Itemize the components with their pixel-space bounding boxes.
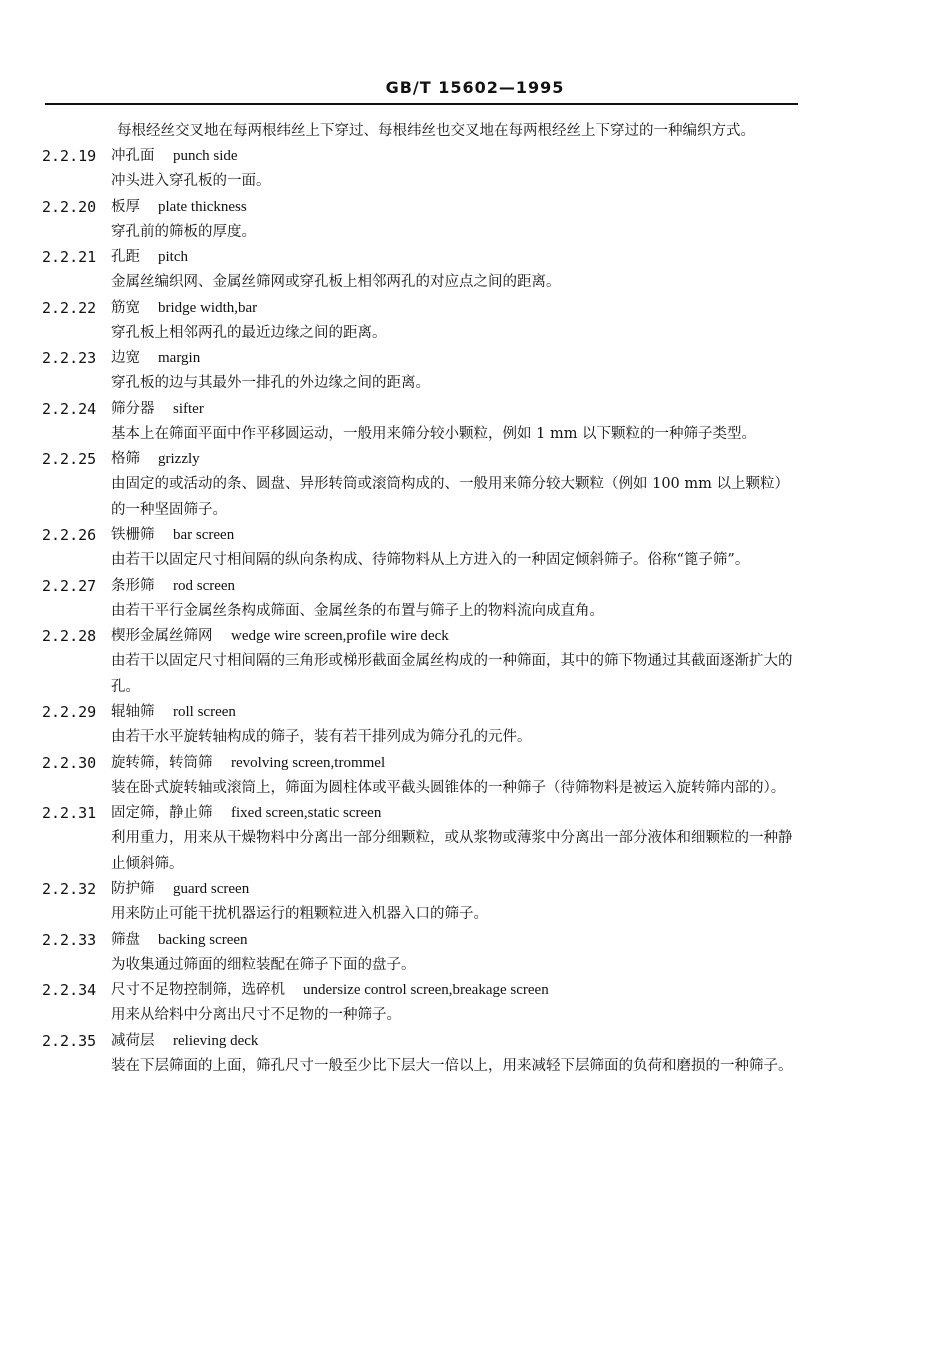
- term-entry: [0, 574, 950, 625]
- term-entry: [0, 144, 950, 195]
- term-number: 2.2.33: [42, 930, 97, 949]
- term-english: bridge width,bar: [158, 299, 258, 316]
- term-chinese: 冲孔面: [111, 148, 155, 164]
- term-english: sifter: [173, 400, 204, 417]
- term-heading: [0, 801, 950, 826]
- term-heading: [0, 195, 950, 220]
- term-number: 2.2.22: [42, 298, 97, 317]
- term-chinese: 减荷层: [111, 1032, 155, 1049]
- term-definition: 装在下层筛面的上面，筛孔尺寸一般至少比下层大一倍以上，用来减轻下层筛面的负荷和磨损的一种筛子。: [111, 1057, 793, 1074]
- term-number: 2.2.21: [42, 248, 97, 266]
- term-heading: [0, 144, 950, 169]
- term-entry: [0, 296, 950, 347]
- term-chinese: 筛盘: [111, 931, 140, 948]
- term-number: 2.2.24: [42, 399, 97, 418]
- term-chinese: 格筛: [111, 451, 140, 467]
- term-list: [0, 144, 950, 1079]
- term-chinese: 铁栅筛: [111, 527, 155, 543]
- term-entry: [0, 447, 950, 523]
- term-english: wedge wire screen,profile wire deck: [231, 628, 449, 644]
- term-entry: [0, 195, 950, 246]
- term-heading: [0, 1029, 950, 1054]
- term-entry: [0, 700, 950, 751]
- term-number: 2.2.26: [42, 526, 97, 544]
- term-definition: 为收集通过筛面的细粒装配在筛子下面的盘子。: [111, 956, 416, 973]
- term-english: guard screen: [173, 881, 250, 897]
- term-chinese: 辊轴筛: [111, 704, 155, 720]
- term-number: 2.2.19: [42, 147, 97, 165]
- intro-paragraph: 每根经丝交叉地在每两根纬丝上下穿过、每根纬丝也交叉地在每两根经丝上下穿过的一种编织方式。: [117, 123, 755, 139]
- term-entry: [0, 978, 950, 1029]
- term-chinese: 条形筛: [111, 577, 155, 594]
- term-entry: [0, 877, 950, 928]
- term-entry: [0, 245, 950, 296]
- term-number: 2.2.25: [42, 450, 97, 468]
- term-heading: [0, 296, 950, 321]
- term-chinese: 孔距: [111, 249, 140, 265]
- term-entry: [0, 397, 950, 448]
- term-english: plate thickness: [158, 198, 247, 215]
- term-definition: 冲头进入穿孔板的一面。: [111, 173, 271, 189]
- term-entry: [0, 346, 950, 397]
- term-number: 2.2.34: [42, 981, 97, 999]
- term-definition: 基本上在筛面平面中作平移圆运动，一般用来筛分较小颗粒，例如 1 mm 以下颗粒的一种筛子类型。: [111, 425, 757, 442]
- term-heading: [0, 574, 950, 599]
- term-chinese: 固定筛，静止筛: [111, 805, 213, 821]
- term-heading: [0, 877, 950, 902]
- term-english: margin: [158, 350, 201, 366]
- term-english: backing screen: [158, 931, 248, 948]
- term-english: rod screen: [173, 577, 236, 594]
- term-chinese: 尺寸不足物控制筛，选碎机: [111, 982, 285, 998]
- term-english: grizzly: [158, 451, 200, 467]
- term-definition: 装在卧式旋转轴或滚筒上，筛面为圆柱体或平截头圆锥体的一种筛子（待筛物料是被运入旋转筛内部的）。: [111, 779, 786, 796]
- term-number: 2.2.32: [42, 880, 97, 898]
- term-entry: [0, 624, 950, 700]
- term-definition: 金属丝编织网、金属丝筛网或穿孔板上相邻两孔的对应点之间的距离。: [111, 274, 561, 290]
- term-definition: 穿孔板上相邻两孔的最近边缘之间的距离。: [111, 324, 387, 341]
- term-number: 2.2.20: [42, 197, 97, 216]
- term-heading: [0, 523, 950, 548]
- term-entry: [0, 523, 950, 574]
- term-number: 2.2.30: [42, 753, 97, 772]
- term-number: 2.2.35: [42, 1031, 97, 1050]
- term-entry: [0, 751, 950, 802]
- term-english: fixed screen,static screen: [231, 805, 382, 821]
- term-chinese: 板厚: [111, 198, 140, 215]
- term-heading: [0, 751, 950, 776]
- term-english: pitch: [158, 249, 188, 265]
- term-definition: 用来防止可能干扰机器运行的粗颗粒进入机器入口的筛子。: [111, 906, 488, 922]
- term-english: undersize control screen,breakage screen: [303, 982, 549, 998]
- term-definition: 穿孔前的筛板的厚度。: [111, 223, 256, 240]
- term-english: punch side: [173, 148, 238, 164]
- term-definition: 穿孔板的边与其最外一排孔的外边缘之间的距离。: [111, 375, 430, 391]
- term-chinese: 楔形金属丝筛网: [111, 628, 213, 644]
- term-heading: [0, 447, 950, 472]
- term-heading: [0, 346, 950, 371]
- term-heading: [0, 245, 950, 270]
- document-body: [0, 118, 950, 1079]
- term-definition: 由固定的或活动的条、圆盘、异形转筒或滚筒构成的、一般用来筛分较大颗粒（例如 100 mm 以上颗粒）的一种坚固筛子。: [111, 476, 789, 518]
- term-definition: 由若干以固定尺寸相间隔的纵向条构成、待筛物料从上方进入的一种固定倾斜筛子。俗称“篦子筛”。: [111, 552, 750, 568]
- term-definition: 由若干以固定尺寸相间隔的三角形或梯形截面金属丝构成的一种筛面，其中的筛下物通过其截面逐渐扩大的孔。: [111, 653, 793, 695]
- term-english: bar screen: [173, 527, 235, 543]
- term-entry: [0, 801, 950, 877]
- term-heading: [0, 700, 950, 725]
- term-number: 2.2.27: [42, 576, 97, 595]
- header-rule: [45, 103, 798, 105]
- term-entry: [0, 928, 950, 979]
- term-heading: [0, 978, 950, 1003]
- term-chinese: 旋转筛，转筒筛: [111, 754, 213, 771]
- term-chinese: 边宽: [111, 350, 140, 366]
- term-english: revolving screen,trommel: [231, 754, 386, 771]
- term-definition: 利用重力，用来从干燥物料中分离出一部分细颗粒，或从浆物或薄浆中分离出一部分液体和细颗粒的一种静止倾斜筛。: [111, 830, 793, 872]
- term-definition: 用来从给料中分离出尺寸不足物的一种筛子。: [111, 1007, 401, 1023]
- term-chinese: 筋宽: [111, 299, 140, 316]
- term-definition: 由若干水平旋转轴构成的筛子，装有若干排列成为筛分孔的元件。: [111, 729, 532, 745]
- term-chinese: 防护筛: [111, 881, 155, 897]
- term-english: relieving deck: [173, 1032, 259, 1049]
- term-heading: [0, 928, 950, 953]
- term-number: 2.2.29: [42, 703, 97, 721]
- term-entry: [0, 1029, 950, 1080]
- term-number: 2.2.23: [42, 349, 97, 367]
- term-english: roll screen: [173, 704, 236, 720]
- term-number: 2.2.28: [42, 627, 97, 645]
- term-heading: [0, 624, 950, 649]
- term-number: 2.2.31: [42, 804, 97, 822]
- term-definition: 由若干平行金属丝条构成筛面、金属丝条的布置与筛子上的物料流向成直角。: [111, 602, 604, 619]
- term-chinese: 筛分器: [111, 400, 155, 417]
- term-heading: [0, 397, 950, 422]
- page-header: GB/T 15602—1995: [385, 78, 565, 97]
